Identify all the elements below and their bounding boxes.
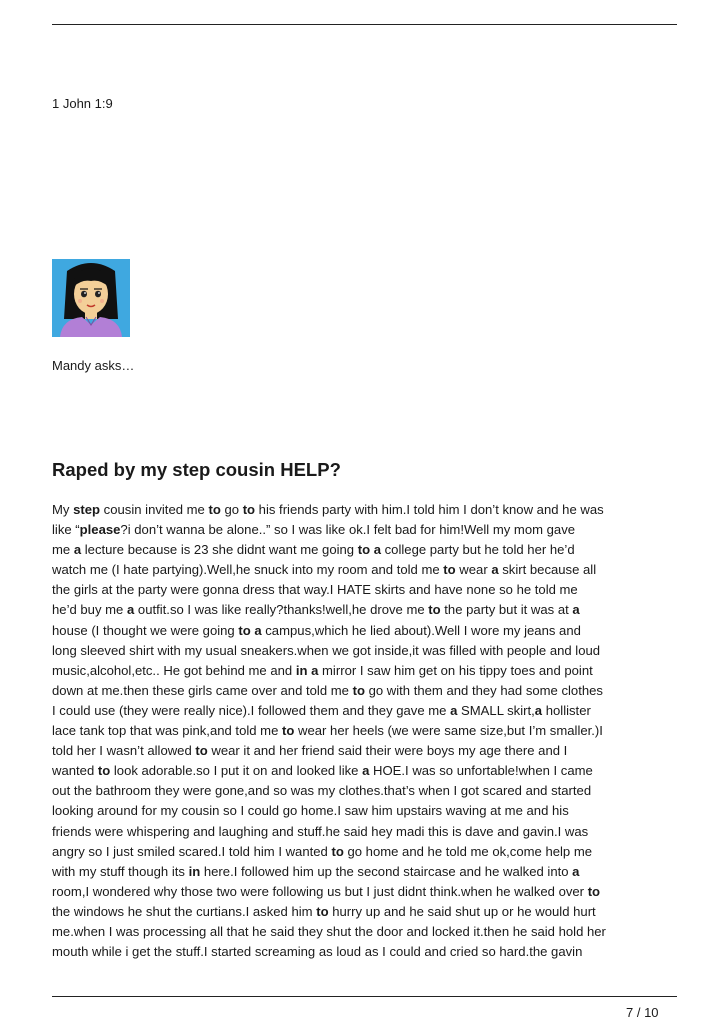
body-line [52,580,682,600]
highlighted-keyword: to [195,743,208,759]
body-text: told her I wasn’t allowed [52,743,196,759]
highlighted-keyword: step [73,502,101,517]
body-line [52,500,682,520]
body-text: looking around for my cousin so I could go home.I saw him upstairs waving at me and his [52,803,569,819]
highlighted-keyword: to [443,562,456,578]
body-line [52,520,682,540]
body-line [52,681,682,701]
highlighted-keyword: to [428,602,441,618]
body-text: the girls at the party were gonna dress that way.I HATE skirts and have none so he told me [52,582,578,598]
body-line [52,761,682,781]
body-text: lecture because is 23 she didnt want me going [81,542,358,558]
body-line [52,842,682,862]
highlighted-keyword: in a [295,662,319,678]
body-line [52,540,682,560]
body-text: look adorable.so I put it on and looked like [110,763,363,779]
body-text: angry so I just smiled scared.I told him I wanted [52,843,332,859]
body-text: wear it and her friend said their were boys my age there and I [207,743,568,759]
page-number: 7 / 10 [626,1005,659,1020]
header-rule [52,24,677,25]
scripture-reference: 1 John 1:9 [52,96,113,111]
highlighted-keyword: a [362,763,370,779]
highlighted-keyword: to a [238,622,262,638]
body-line [52,801,682,821]
body-line [52,701,682,721]
highlighted-keyword: a [126,602,135,618]
body-text: with my stuff though its [52,863,189,879]
body-text: out the bathroom they were gone,and so was my clothes.that’s when I got scared and started [52,783,592,799]
body-text: music,alcohol,etc.. He got behind me and [52,662,296,678]
body-line [52,641,682,661]
body-line [52,661,682,681]
highlighted-keyword: a [572,602,580,618]
body-line [52,942,682,962]
body-line [52,560,682,580]
highlighted-keyword: a [73,542,82,558]
body-line [52,600,682,620]
highlighted-keyword: to [208,502,221,517]
highlighted-keyword: to [331,843,344,859]
user-avatar [52,259,130,337]
highlighted-keyword: a [450,702,458,718]
highlighted-keyword: to [316,903,329,919]
body-text: house (I thought we were going [52,622,239,638]
highlighted-keyword: a [534,702,543,718]
body-text: his friends party with him.I told him I don’t know and he was [255,502,604,517]
body-line [52,741,682,761]
question-title: Raped by my step cousin HELP? [52,459,341,480]
body-text: the windows he shut the curtians.I asked him [52,903,317,919]
body-text: cousin invited me [100,502,209,517]
body-text: hollister [542,702,591,718]
body-text: SMALL skirt, [457,702,535,718]
body-text: campus,which he lied about).Well I wore my jeans and [261,622,581,638]
body-text: wear [455,562,492,578]
body-line [52,882,682,902]
body-text: me.when I was processing all that he said they shut the door and locked it.then he said hold her [52,923,606,939]
body-text: like “ [52,522,80,538]
question-body [52,500,682,962]
body-text: My [52,502,74,517]
body-text: go with them and they had some clothes [364,682,603,698]
body-text: HOE.I was so unfortable!when I came [369,763,593,779]
highlighted-keyword: a [491,562,499,578]
body-line [52,922,682,942]
highlighted-keyword: to [242,502,256,517]
highlighted-keyword: to [282,723,295,739]
footer-rule [52,996,677,997]
highlighted-keyword: a [572,863,580,879]
highlighted-keyword: to a [357,542,381,558]
highlighted-keyword: in [188,863,201,879]
body-text: long sleeved shirt with my usual sneakers.when we got inside,it was filled with people and loud [52,642,601,658]
body-text: friends were whispering and laughing and stuff.he said hey madi this is dave and gavin.I was [52,823,589,839]
body-text: skirt because all [498,562,597,578]
body-line [52,822,682,842]
body-text: I could use (they were really nice).I followed them and they gave me [52,702,451,718]
body-text: hurry up and he said shut up or he would hurt [328,903,596,919]
highlighted-keyword: to [587,883,601,899]
body-text: mirror I saw him get on his tippy toes and point [318,662,593,678]
body-text: go [220,502,243,517]
body-text: me [52,542,74,558]
body-line [52,721,682,741]
body-text: college party but he told her he’d [381,542,575,558]
body-line [52,621,682,641]
highlighted-keyword: to [352,682,365,698]
body-text: wear her heels (we were same size,but I’m smaller.)I [294,723,603,739]
body-text: wanted [52,763,98,779]
body-text: lace tank top that was pink,and told me [52,723,283,739]
body-text: go home and he told me ok,come help me [343,843,593,859]
body-line [52,862,682,882]
body-text: mouth while i get the stuff.I started screaming as loud as I could and cried so hard.the gavin [52,944,583,960]
asker-line: Mandy asks… [52,358,135,373]
body-text: watch me (I hate partying).Well,he snuck into my room and told me [52,562,444,578]
highlighted-keyword: to [97,763,111,779]
body-line [52,781,682,801]
body-text: the party but it was at [440,602,573,618]
body-text: outfit.so I was like really?thanks!well,he drove me [134,602,429,618]
body-line [52,902,682,922]
body-text: ?i don’t wanna be alone..” so I was like ok.I felt bad for him!Well my mom gave [120,522,576,538]
body-text: down at me.then these girls came over and told me [52,682,353,698]
body-text: he’d buy me [52,602,127,618]
highlighted-keyword: please [79,522,121,538]
body-text: room,I wondered why those two were following us but I just didnt think.when he walked over [52,883,588,899]
body-text: here.I followed him up the second staircase and he walked into [200,863,573,879]
